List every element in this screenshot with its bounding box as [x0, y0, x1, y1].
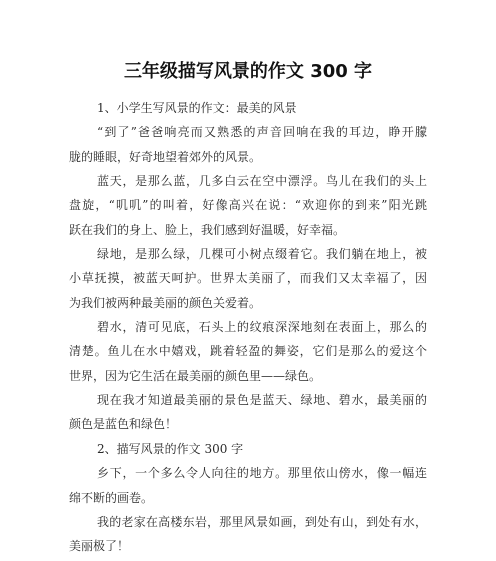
paragraph: [69, 242, 427, 315]
paragraph: [69, 120, 427, 169]
paragraph-line: 世界，因为它生活在最美丽的颜色里——绿色。: [69, 368, 322, 383]
paragraph-line: 清楚。鱼儿在水中嬉戏，跳着轻盈的舞姿，它们是那么的爱这个: [69, 344, 427, 359]
paragraph-line: 盘旋，“叽叽”的叫着，好像高兴在说：“欢迎你的到来”阳光跳: [69, 198, 427, 213]
paragraph-line: 碧水，清可见底，石头上的纹痕深深地刻在表面上，那么的: [97, 320, 427, 335]
paragraph: [69, 437, 427, 461]
paragraph-line: 我的老家在高楼东岩，那里风景如画，到处有山，到处有水，: [97, 514, 427, 529]
paragraph-line: 2、描写风景的作文 300 字: [97, 441, 244, 456]
paragraph: [69, 461, 427, 510]
paragraph-line: 美丽极了！: [69, 539, 130, 554]
paragraph: [69, 169, 427, 242]
paragraph-line: 颜色是蓝色和绿色！: [69, 417, 178, 432]
document-title: 三年级描写风景的作文 300 字: [123, 61, 373, 82]
paragraph: [69, 96, 427, 120]
paragraph-line: 胧的睡眼，好奇地望着郊外的风景。: [69, 149, 262, 164]
paragraph-line: 小草抚摸，被蓝天呵护。世界太美丽了，而我们又太幸福了，因: [69, 271, 427, 286]
paragraph-line: “到了”爸爸响亮而又熟悉的声音回响在我的耳边，睁开朦: [97, 125, 427, 140]
paragraph-line: 绵不断的画卷。: [69, 490, 154, 505]
paragraph-line: 为我们被两种最美丽的颜色关爱着。: [69, 295, 262, 310]
document-body: [69, 96, 427, 559]
paragraph-line: 绿地，是那么绿，几棵可小树点缀着它。我们躺在地上，被: [97, 247, 427, 262]
paragraph-line: 乡下，一个多么令人向往的地方。那里依山傍水，像一幅连: [97, 466, 427, 481]
paragraph-line: 现在我才知道最美丽的景色是蓝天、绿地、碧水，最美丽的: [97, 393, 427, 408]
paragraph-line: 跃在我们的身上、脸上，我们感到好温暖，好幸福。: [69, 222, 346, 237]
paragraph: [69, 388, 427, 437]
paragraph-line: 1、小学生写风景的作文：最美的风景: [97, 101, 297, 115]
paragraph-line: 蓝天，是那么蓝，几多白云在空中漂浮。鸟儿在我们的头上: [97, 174, 427, 189]
paragraph: [69, 315, 427, 388]
paragraph: [69, 510, 427, 559]
